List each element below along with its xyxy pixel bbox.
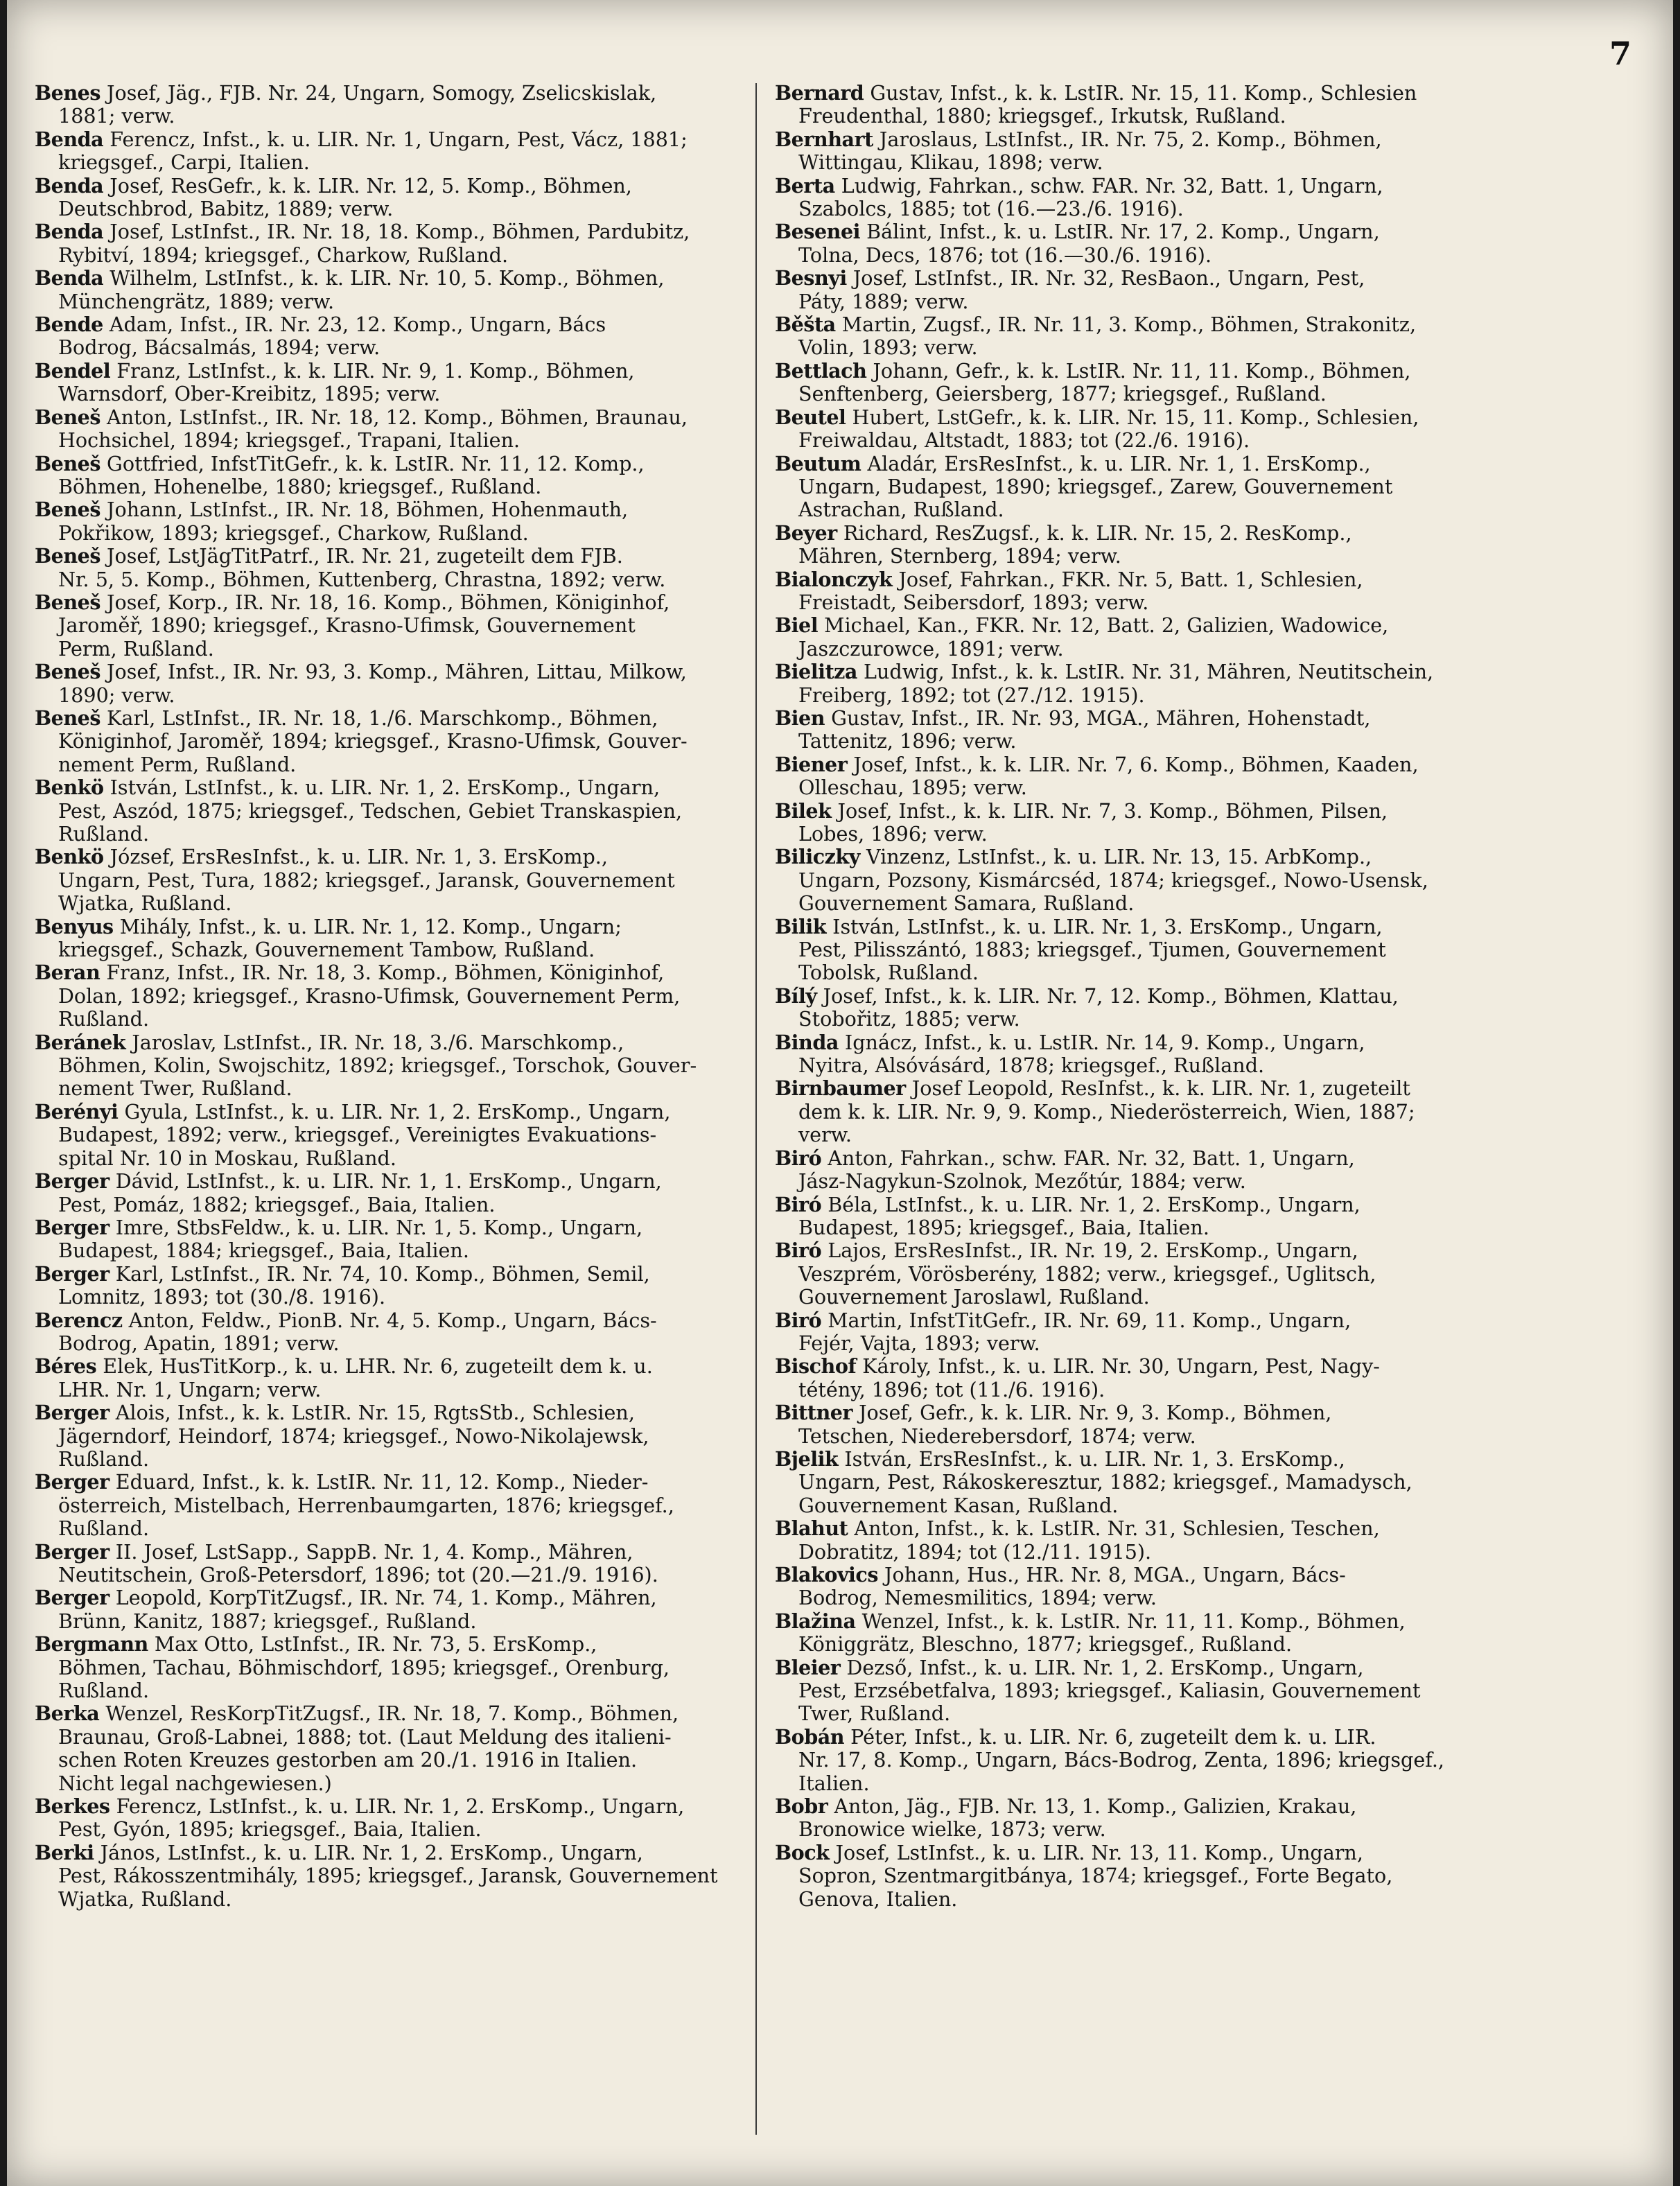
entry-details: Lajos, ErsResInfst., IR. Nr. 19, 2. ErsKomp., Ungarn, Veszprém, Vörösberény, 1882; verw., kriegsgef., Uglitsch, Gouvernement Jaroslawl, Rußland. [798,1239,1376,1309]
entry-surname: Berényi [35,1099,119,1123]
entry-surname: Berger [35,1401,110,1425]
register-entry [35,545,728,591]
register-entry [775,522,1468,568]
entry-details: Gyula, LstInfst., k. u. LIR. Nr. 1, 2. ErsKomp., Ungarn, Budapest, 1892; verw., kriegsgef., Vereinigtes Evakuations- spital Nr. 10 in Moskau, Rußland. [58,1099,671,1170]
entry-details: Max Otto, LstInfst., IR. Nr. 73, 5. ErsKomp., Böhmen, Tachau, Böhmischdorf, 1895; kriegsgef., Orenburg, Rußland. [58,1632,670,1703]
register-entry [35,1795,728,1842]
entry-details: Martin, Zugsf., IR. Nr. 11, 3. Komp., Böhmen, Strakonitz, Volin, 1893; verw. [798,313,1417,360]
register-entry [775,1077,1468,1146]
entry-details: II. Josef, LstSapp., SappB. Nr. 1, 4. Komp., Mähren, Neutitschein, Groß-Petersdorf, 1896; tot (20.—21./9. 1916). [58,1539,658,1586]
entry-details: Adam, Infst., IR. Nr. 23, 12. Komp., Ungarn, Bács Bodrog, Bácsalmás, 1894; verw. [58,313,606,360]
register-entry [775,406,1468,453]
left-column [35,82,728,1911]
entry-surname: Blakovics [775,1563,878,1586]
entry-surname: Bock [775,1840,830,1864]
entry-surname: Bernard [775,81,864,105]
register-entry [775,267,1468,313]
entry-details: Alois, Infst., k. k. LstIR. Nr. 15, RgtsStb., Schlesien, Jägerndorf, Heindorf, 1874; kriegsgef., Nowo-Nikolajewsk, Rußland. [58,1401,649,1471]
entry-surname: Biró [775,1308,822,1332]
entry-surname: Berger [35,1586,110,1610]
entry-surname: Bobr [775,1794,828,1819]
entry-details: Josef, LstInfst., IR. Nr. 32, ResBaon., Ungarn, Pest, Páty, 1889; verw. [798,266,1365,313]
entry-details: Imre, StbsFeldw., k. u. LIR. Nr. 1, 5. Komp., Ungarn, Budapest, 1884; kriegsgef., Baia, Italien. [58,1215,643,1263]
entry-surname: Berger [35,1215,110,1239]
entry-surname: Beutum [775,451,861,475]
register-entry [775,1147,1468,1193]
entry-details: Gottfried, InfstTitGefr., k. k. LstIR. Nr. 11, 12. Komp., Böhmen, Hohenelbe, 1880; kriegsgef., Rußland. [58,451,645,498]
entry-details: Anton, LstInfst., IR. Nr. 18, 12. Komp., Böhmen, Braunau, Hochsichel, 1894; kriegsgef., Trapani, Italien. [58,405,688,453]
entry-surname: Bilik [775,914,827,938]
entry-surname: Bielitza [775,660,857,684]
entry-surname: Beneš [35,590,100,614]
entry-details: Jaroslav, LstInfst., IR. Nr. 18, 3./6. Marschkomp., Böhmen, Kolin, Swojschitz, 1892; kriegsgef., Torschok, Gouver- nement Twer, Rußland. [58,1030,697,1101]
register-entry [775,1193,1468,1240]
entry-surname: Beneš [35,660,100,684]
register-entry [775,1239,1468,1309]
register-entry [775,1726,1468,1795]
entry-details: István, LstInfst., k. u. LIR. Nr. 1, 2. ErsKomp., Ungarn, Pest, Aszód, 1875; kriegsgef., Tedschen, Gebiet Transkaspien, Rußland. [58,776,683,846]
register-entry [775,753,1468,800]
entry-details: Franz, LstInfst., k. k. LIR. Nr. 9, 1. Komp., Böhmen, Warnsdorf, Ober-Kreibitz, 1895; verw. [58,358,635,406]
register-entry [35,1309,728,1356]
entry-details: István, LstInfst., k. u. LIR. Nr. 1, 3. ErsKomp., Ungarn, Pest, Pilisszántó, 1883; kriegsgef., Tjumen, Gouvernement Tobolsk, Rußland. [798,914,1386,985]
register-entry [35,1401,728,1471]
register-entry [35,1263,728,1309]
entry-details: Anton, Feldw., PionB. Nr. 4, 5. Komp., Ungarn, Bács- Bodrog, Apatin, 1891; verw. [58,1308,657,1355]
register-entry [35,453,728,499]
register-entry [35,267,728,313]
entry-details: Karl, LstInfst., IR. Nr. 18, 1./6. Marschkomp., Böhmen, Königinhof, Jaroměř, 1894; kriegsgef., Krasno-Ufimsk, Gouver- nement Perm, Rußland. [58,706,688,776]
register-entry [35,661,728,707]
register-entry [775,360,1468,406]
entry-details: Eduard, Infst., k. k. LstIR. Nr. 11, 12. Komp., Nieder- österreich, Mistelbach, Herrenbaumgarten, 1876; kriegsgef., Rußland. [58,1470,674,1541]
register-entry [35,776,728,846]
register-entry [775,1656,1468,1726]
register-entry [35,82,728,128]
entry-details: Ferencz, LstInfst., k. u. LIR. Nr. 1, 2. ErsKomp., Ungarn, Pest, Gyón, 1895; kriegsgef., Baia, Italien. [58,1794,685,1842]
entry-details: Josef, LstJägTitPatrf., IR. Nr. 21, zugeteilt dem FJB. Nr. 5, 5. Komp., Böhmen, Kuttenberg, Chrastna, 1892; verw. [58,544,666,591]
register-entry [775,82,1468,128]
entry-surname: Blažina [775,1609,856,1633]
entry-surname: Bergmann [35,1632,148,1656]
register-entry [35,1170,728,1216]
entry-surname: Berka [35,1702,100,1726]
entry-details: Josef, LstInfst., IR. Nr. 18, 18. Komp., Böhmen, Pardubitz, Rybitví, 1894; kriegsgef., Charkow, Rußland. [58,220,690,267]
entry-details: Mihály, Infst., k. u. LIR. Nr. 1, 12. Komp., Ungarn; kriegsgef., Schazk, Gouvernement Tambow, Rußland. [58,914,622,962]
entry-details: Aladár, ErsResInfst., k. u. LIR. Nr. 1, 1. ErsKomp., Ungarn, Budapest, 1890; kriegsgef., Zarew, Gouvernement Astrachan, Rußland. [798,451,1393,522]
entry-surname: Beránek [35,1030,126,1054]
register-entry [35,406,728,453]
entry-surname: Benyus [35,914,114,938]
entry-details: Elek, HusTitKorp., k. u. LHR. Nr. 6, zugeteilt dem k. u. LHR. Nr. 1, Ungarn; verw. [58,1354,653,1401]
entry-surname: Benkö [35,776,104,800]
entry-surname: Béres [35,1354,97,1379]
register-entry [775,568,1468,615]
entry-details: Dezső, Infst., k. u. LIR. Nr. 1, 2. ErsKomp., Ungarn, Pest, Erzsébetfalva, 1893; kriegsgef., Kaliasin, Gouvernement Twer, Rußland. [798,1655,1421,1726]
register-entry [35,916,728,962]
entry-surname: Bílý [775,983,817,1008]
entry-surname: Besnyi [775,266,847,290]
register-entry [775,985,1468,1031]
entry-details: Leopold, KorpTitZugsf., IR. Nr. 74, 1. Komp., Mähren, Brünn, Kanitz, 1887; kriegsgef., Rußland. [58,1586,657,1633]
register-entry [35,1471,728,1540]
register-entry [775,1309,1468,1356]
entry-details: Josef, Infst., k. k. LIR. Nr. 7, 3. Komp., Böhmen, Pilsen, Lobes, 1896; verw. [798,798,1388,846]
register-entry [35,1031,728,1101]
entry-details: János, LstInfst., k. u. LIR. Nr. 1, 2. ErsKomp., Ungarn, Pest, Rákosszentmihály, 1895; kriegsgef., Jaransk, Gouvernement Wjatka, Rußland. [58,1840,718,1911]
entry-surname: Benda [35,220,104,244]
register-entry [35,1586,728,1633]
entry-details: Josef, Korp., IR. Nr. 18, 16. Komp., Böhmen, Königinhof, Jaroměř, 1890; kriegsgef., Krasno-Ufimsk, Gouvernement Perm, Rußland. [58,590,670,661]
entry-details: Josef, Fahrkan., FKR. Nr. 5, Batt. 1, Schlesien, Freistadt, Seibersdorf, 1893; verw. [798,567,1363,614]
entry-surname: Blahut [775,1516,848,1541]
entry-details: Richard, ResZugsf., k. k. LIR. Nr. 15, 2. ResKomp., Mähren, Sternberg, 1894; verw. [798,521,1352,568]
register-entry [35,220,728,267]
entry-surname: Berki [35,1840,94,1864]
entry-surname: Besenei [775,220,860,244]
entry-details: Károly, Infst., k. u. LIR. Nr. 30, Ungarn, Pest, Nagy- tétény, 1896; tot (11./6. 1916). [798,1354,1380,1401]
entry-details: Josef, LstInfst., k. u. LIR. Nr. 13, 11. Komp., Ungarn, Sopron, Szentmargitbánya, 1874; kriegsgef., Forte Begato, Genova, Italien. [798,1840,1393,1911]
entry-details: Ignácz, Infst., k. u. LstIR. Nr. 14, 9. Komp., Ungarn, Nyitra, Alsóvásárd, 1878; kriegsgef., Rußland. [798,1030,1365,1078]
entry-details: Wenzel, Infst., k. k. LstIR. Nr. 11, 11. Komp., Böhmen, Königgrätz, Bleschno, 1877; kriegsgef., Rußland. [798,1609,1406,1656]
entry-surname: Beutel [775,405,846,429]
register-entry [35,961,728,1031]
register-entry [775,916,1468,985]
entry-details: Péter, Infst., k. u. LIR. Nr. 6, zugeteilt dem k. u. LIR. Nr. 17, 8. Komp., Ungarn, Bács-Bodrog, Zenta, 1896; kriegsgef., Italien. [798,1724,1445,1795]
entry-details: Bálint, Infst., k. u. LstIR. Nr. 17, 2. Komp., Ungarn, Tolna, Decs, 1876; tot (16.—30./6. 1916). [798,220,1380,267]
entry-details: Josef, Infst., k. k. LIR. Nr. 7, 12. Komp., Böhmen, Klattau, Stobořitz, 1885; verw. [798,983,1399,1031]
entry-details: Wenzel, ResKorpTitZugsf., IR. Nr. 18, 7. Komp., Böhmen, Braunau, Groß-Labnei, 1888; tot. (Laut Meldung des italieni- schen Roten Kreuzes gestorben am 20./1. 1916 in Italien. Nicht legal nachgewiesen.) [58,1702,679,1795]
page-number: 7 [1609,35,1631,72]
register-entry [775,175,1468,221]
entry-surname: Bendel [35,358,111,383]
entry-surname: Beneš [35,498,100,522]
column-divider [755,83,757,2135]
register-entry [35,498,728,545]
register-entry [775,1401,1468,1448]
entry-details: Michael, Kan., FKR. Nr. 12, Batt. 2, Galizien, Wadowice, Jaszczurowce, 1891; verw. [798,613,1389,661]
entry-details: Josef, Infst., k. k. LIR. Nr. 7, 6. Komp., Böhmen, Kaaden, Olleschau, 1895; verw. [798,752,1419,800]
register-entry [35,1541,728,1587]
right-column [775,82,1468,1911]
register-entry [775,1795,1468,1842]
register-entry [775,800,1468,846]
entry-surname: Benda [35,127,104,151]
entry-details: Ludwig, Infst., k. k. LstIR. Nr. 31, Mähren, Neutitschein, Freiberg, 1892; tot (27./12. 1915). [798,660,1434,707]
entry-surname: Bobán [775,1724,845,1749]
entry-details: Josef, ResGefr., k. k. LIR. Nr. 12, 5. Komp., Böhmen, Deutschbrod, Babitz, 1889; verw. [58,173,632,221]
entry-details: Anton, Fahrkan., schw. FAR. Nr. 32, Batt. 1, Ungarn, Jász-Nagykun-Szolnok, Mezőtúr, 1884; verw. [798,1146,1355,1193]
register-entry [775,1564,1468,1610]
entry-surname: Berger [35,1261,110,1286]
entry-details: Dávid, LstInfst., k. u. LIR. Nr. 1, 1. ErsKomp., Ungarn, Pest, Pomáz, 1882; kriegsgef., Baia, Italien. [58,1169,662,1216]
register-entry [775,1355,1468,1401]
entry-details: Josef, Jäg., FJB. Nr. 24, Ungarn, Somogy, Zselicskislak, 1881; verw. [58,81,657,128]
entry-details: Franz, Infst., IR. Nr. 18, 3. Komp., Böhmen, Königinhof, Dolan, 1892; kriegsgef., Krasno-Ufimsk, Gouvernement Perm, Rußland. [58,961,681,1031]
register-entry [35,313,728,360]
entry-details: Anton, Infst., k. k. LstIR. Nr. 31, Schlesien, Teschen, Dobratitz, 1894; tot (12./11. 1915). [798,1516,1380,1564]
entry-surname: Bleier [775,1655,841,1679]
entry-details: Hubert, LstGefr., k. k. LIR. Nr. 15, 11. Komp., Schlesien, Freiwaldau, Altstadt, 1883; tot (22./6. 1916). [798,405,1419,453]
register-entry [775,1031,1468,1078]
register-entry [775,614,1468,661]
register-entry [775,846,1468,915]
entry-surname: Bende [35,313,103,337]
register-entry [775,313,1468,360]
entry-details: István, ErsResInfst., k. u. LIR. Nr. 1, 3. ErsKomp., Ungarn, Pest, Rákoskeresztur, 1882; kriegsgef., Mamadysch, Gouvernement Kasan, Rußland. [798,1446,1412,1517]
entry-details: Jaroslaus, LstInfst., IR. Nr. 75, 2. Komp., Böhmen, Wittingau, Klikau, 1898; verw. [798,127,1382,175]
entry-details: Ludwig, Fahrkan., schw. FAR. Nr. 32, Batt. 1, Ungarn, Szabolcs, 1885; tot (16.—23./6. 1916). [798,173,1383,221]
entry-surname: Bjelik [775,1446,839,1471]
entry-surname: Beneš [35,544,100,568]
entry-details: Josef, Infst., IR. Nr. 93, 3. Komp., Mähren, Littau, Milkow, 1890; verw. [58,660,687,707]
register-entry [775,453,1468,522]
entry-surname: Biener [775,752,848,776]
entry-surname: Bien [775,706,825,730]
register-entry [775,661,1468,707]
register-entry [35,128,728,175]
entry-surname: Berencz [35,1308,123,1332]
register-entry [35,1355,728,1401]
entry-surname: Biró [775,1239,822,1263]
entry-details: Wilhelm, LstInfst., k. k. LIR. Nr. 10, 5. Komp., Böhmen, Münchengrätz, 1889; verw. [58,266,665,313]
register-entry [35,846,728,915]
entry-surname: Biel [775,613,819,638]
entry-surname: Beyer [775,521,837,545]
register-entry [775,128,1468,175]
entry-surname: Berger [35,1169,110,1193]
entry-details: József, ErsResInfst., k. u. LIR. Nr. 1, 3. ErsKomp., Ungarn, Pest, Tura, 1882; kriegsgef., Jaransk, Gouvernement Wjatka, Rußland. [58,845,675,916]
register-entry [775,1448,1468,1517]
register-entry [775,1842,1468,1911]
register-entry [35,1216,728,1263]
entry-surname: Berkes [35,1794,110,1819]
entry-details: Gustav, Infst., k. k. LstIR. Nr. 15, 11. Komp., Schlesien Freudenthal, 1880; kriegsgef., Irkutsk, Rußland. [798,81,1417,128]
entry-details: Martin, InfstTitGefr., IR. Nr. 69, 11. Komp., Ungarn, Fejér, Vajta, 1893; verw. [798,1308,1351,1355]
register-entry [35,360,728,406]
entry-surname: Bilek [775,798,832,823]
entry-details: Johann, Gefr., k. k. LstIR. Nr. 11, 11. Komp., Böhmen, Senftenberg, Geiersberg, 1877; kriegsgef., Rußland. [798,358,1411,406]
entry-surname: Berta [775,173,835,198]
entry-surname: Bittner [775,1401,852,1425]
entry-surname: Benes [35,81,100,105]
entry-surname: Benkö [35,845,104,869]
entry-surname: Beneš [35,706,100,730]
register-entry [35,1633,728,1702]
entry-surname: Biró [775,1146,822,1170]
register-entry [775,220,1468,267]
entry-details: Vinzenz, LstInfst., k. u. LIR. Nr. 13, 15. ArbKomp., Ungarn, Pozsony, Kismárcséd, 1874; kriegsgef., Nowo-Usensk, Gouvernement Samara, Rußland. [798,845,1428,916]
entry-details: Johann, LstInfst., IR. Nr. 18, Böhmen, Hohenmauth, Pokřikow, 1893; kriegsgef., Charkow, Rußland. [58,498,629,545]
entry-surname: Bettlach [775,358,867,383]
entry-surname: Berger [35,1539,110,1564]
register-entry [35,591,728,661]
entry-details: Karl, LstInfst., IR. Nr. 74, 10. Komp., Böhmen, Semil, Lomnitz, 1893; tot (30./8. 1916). [58,1261,650,1309]
register-entry [35,175,728,221]
entry-surname: Běšta [775,313,836,337]
register-entry [775,1610,1468,1656]
register-entry [35,1702,728,1795]
entry-surname: Bernhart [775,127,873,151]
entry-details: Johann, Hus., HR. Nr. 8, MGA., Ungarn, Bács- Bodrog, Nemesmilitics, 1894; verw. [798,1563,1346,1610]
entry-details: Anton, Jäg., FJB. Nr. 13, 1. Komp., Galizien, Krakau, Bronowice wielke, 1873; verw. [798,1794,1357,1842]
entry-details: Josef, Gefr., k. k. LIR. Nr. 9, 3. Komp., Böhmen, Tetschen, Niederebersdorf, 1874; verw. [798,1401,1332,1448]
entry-surname: Berger [35,1470,110,1494]
entry-surname: Bialonczyk [775,567,893,591]
entry-surname: Biliczky [775,845,860,869]
document-page [7,0,1673,2186]
register-entry [35,707,728,776]
entry-details: Josef Leopold, ResInfst., k. k. LIR. Nr. 1, zugeteilt dem k. k. LIR. Nr. 9, 9. Komp., Niederösterreich, Wien, 1887; verw. [798,1076,1415,1147]
entry-surname: Benda [35,266,104,290]
register-entry [35,1842,728,1911]
entry-details: Béla, LstInfst., k. u. LIR. Nr. 1, 2. ErsKomp., Ungarn, Budapest, 1895; kriegsgef., Baia, Italien. [798,1192,1360,1239]
entry-surname: Beneš [35,405,100,429]
entry-details: Gustav, Infst., IR. Nr. 93, MGA., Mähren, Hohenstadt, Tattenitz, 1896; verw. [798,706,1371,753]
entry-surname: Biró [775,1192,822,1216]
register-entry [775,707,1468,753]
entry-surname: Beran [35,961,100,985]
entry-surname: Beneš [35,451,100,475]
entry-surname: Bischof [775,1354,857,1379]
entry-surname: Binda [775,1030,839,1054]
register-entry [775,1517,1468,1564]
register-entry [35,1101,728,1170]
entry-surname: Benda [35,173,104,198]
entry-surname: Birnbaumer [775,1076,906,1101]
entry-details: Ferencz, Infst., k. u. LIR. Nr. 1, Ungarn, Pest, Vácz, 1881; kriegsgef., Carpi, Italien. [58,127,688,175]
